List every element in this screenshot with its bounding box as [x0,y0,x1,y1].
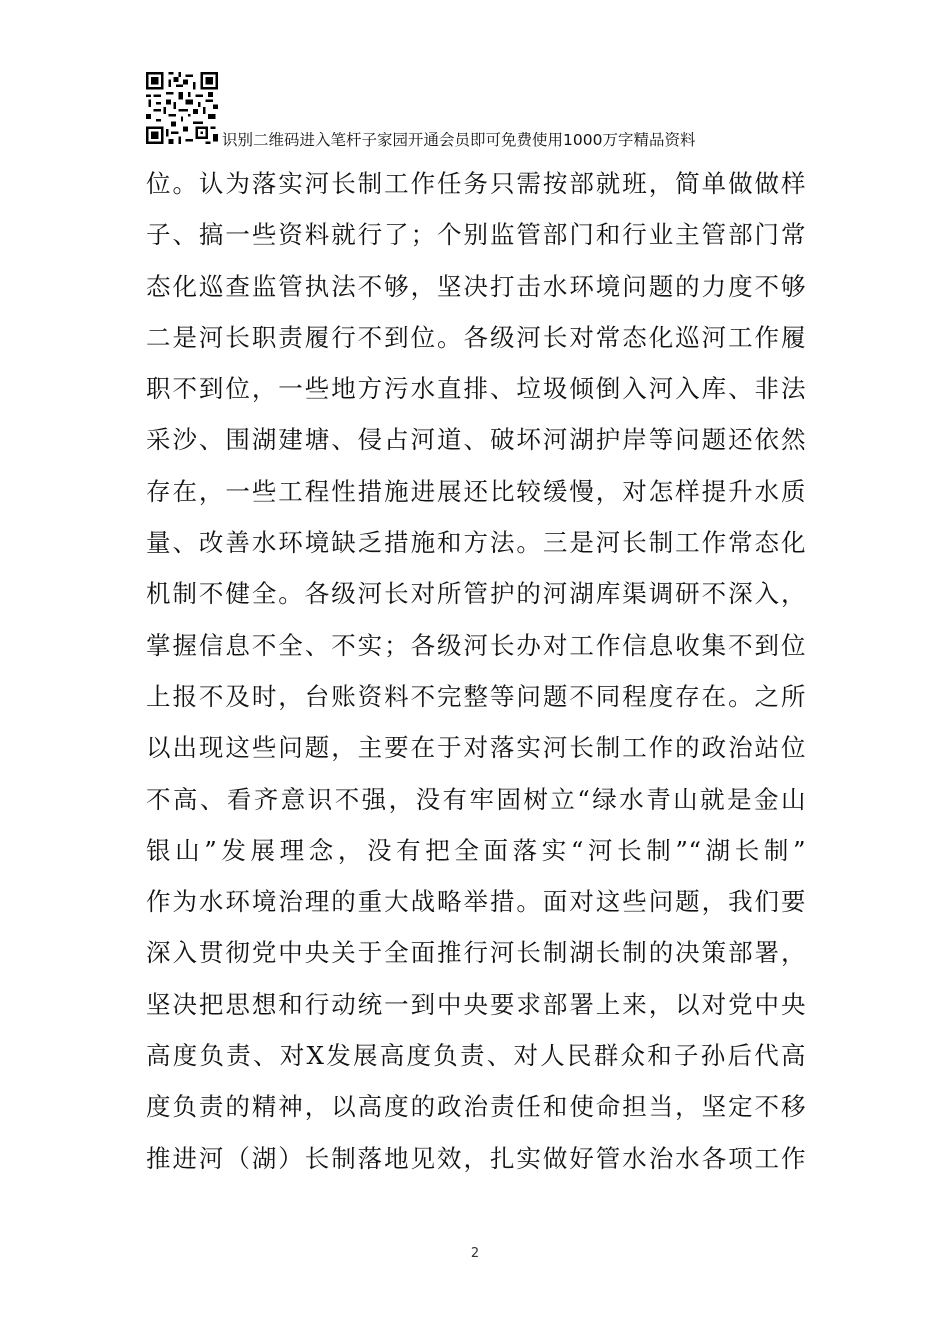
text-line: 坚决把思想和行动统一到中央要求部署上来，以对党中央 [146,989,806,1019]
text-line: 上报不及时，台账资料不完整等问题不同程度存在。之所 [146,681,806,711]
text-line: 度负责的精神，以高度的政治责任和使命担当，坚定不移 [146,1092,806,1122]
text-line: 位。认为落实河长制工作任务只需按部就班，简单做做样 [146,169,806,198]
text-line: 高度负责、对X发展高度负责、对人民群众和子孙后代高 [146,1041,806,1071]
text-line: 作为水环境治理的重大战略举措。面对这些问题，我们要 [146,887,806,917]
text-line: 子、搞一些资料就行了；个别监管部门和行业主管部门常 [146,220,806,250]
text-line: 深入贯彻党中央关于全面推行河长制湖长制的决策部署， [146,938,806,968]
text-line: 采沙、围湖建塘、侵占河道、破坏河湖护岸等问题还依然 [146,425,806,455]
text-line: 掌握信息不全、不实；各级河长办对工作信息收集不到位 [146,630,806,660]
text-line: 二是河长职责履行不到位。各级河长对常态化巡河工作履 [146,322,806,352]
text-line: 职不到位，一些地方污水直排、垃圾倾倒入河入库、非法 [146,374,806,404]
text-line: 机制不健全。各级河长对所管护的河湖库渠调研不深入， [146,579,806,609]
text-line: 不高、看齐意识不强，没有牢固树立“绿水青山就是金山 [146,784,806,814]
text-line: 银山”发展理念，没有把全面落实“河长制”“湖长制” [146,835,806,865]
body-text [146,158,806,1184]
header-promo-note: 识别二维码进入笔杆子家园开通会员即可免费使用1000万字精品资料 [222,131,696,149]
page-number: 2 [470,1246,480,1261]
text-line: 量、改善水环境缺乏措施和方法。三是河长制工作常态化 [146,528,806,558]
text-line: 态化巡查监管执法不够，坚决打击水环境问题的力度不够 [146,271,806,301]
text-line: 推进河（湖）长制落地见效，扎实做好管水治水各项工作 [146,1143,806,1173]
qr-code-icon[interactable] [146,72,218,144]
text-line: 以出现这些问题，主要在于对落实河长制工作的政治站位 [146,733,806,763]
text-line: 存在，一些工程性措施进展还比较缓慢，对怎样提升水质 [146,476,806,506]
